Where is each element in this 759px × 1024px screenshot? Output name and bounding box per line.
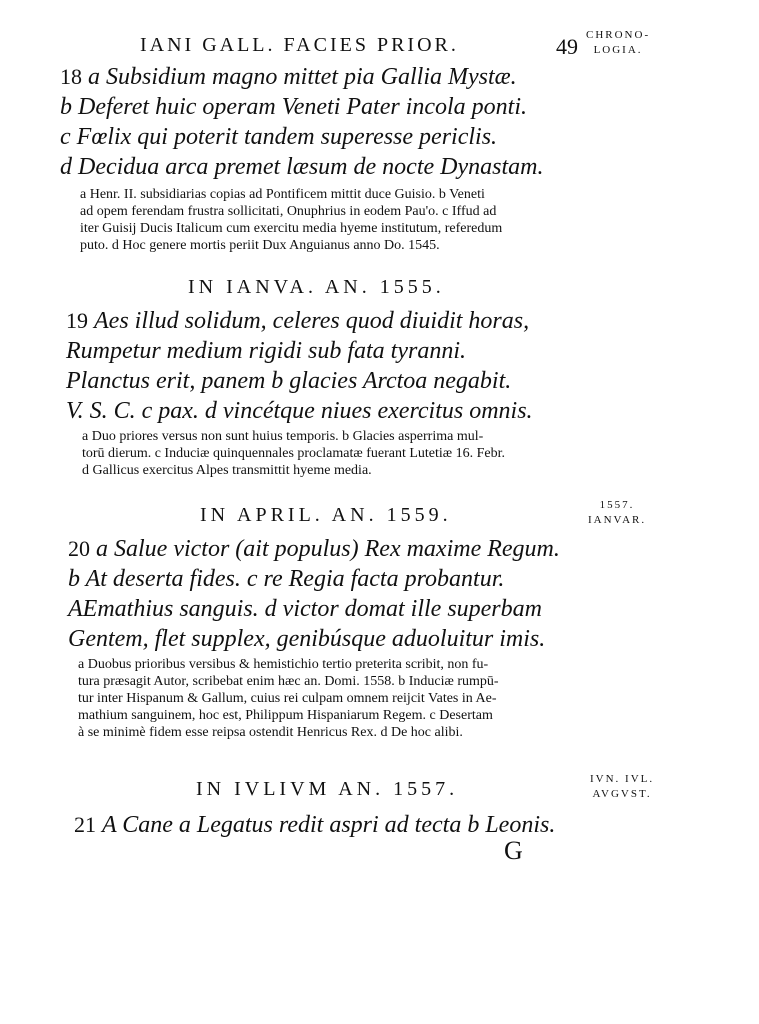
commentary-19 — [82, 428, 582, 479]
commentary-20 — [78, 656, 582, 741]
section-heading-ivlivm: IN IVLIVM AN. 1557. — [196, 778, 459, 800]
verse-line: Rumpetur medium rigidi sub fata tyranni. — [66, 338, 466, 364]
verse-line — [60, 62, 543, 92]
commentary-line: puto. d Hoc genere mortis periit Dux Anguianus anno Do. 1545. — [80, 238, 440, 253]
verse-line — [68, 534, 560, 564]
quatrain-20 — [68, 534, 560, 654]
margin-note-line: IVN. IVL. — [590, 773, 655, 785]
commentary-line: torū dierum. c Induciæ quinquennales proclamatæ fuerant Lutetiæ 16. Febr. — [82, 446, 506, 461]
verse-line: b Deferet huic operam Veneti Pater incola ponti. — [60, 94, 528, 120]
verse-number: 18 — [60, 64, 82, 89]
page-number: 49 — [556, 34, 578, 59]
verse-line — [66, 306, 533, 336]
commentary-line: ad opem ferendam frustra sollicitati, Onuphrius in eodem Pau'o. c Iffud ad — [80, 204, 497, 219]
margin-note-ivn-ivl — [590, 772, 654, 802]
margin-note-line: IANVAR. — [588, 514, 647, 526]
verse-line: Gentem, flet supplex, genibúsque aduoluitur imis. — [68, 626, 546, 652]
commentary-line: a Henr. II. subsidiarias copias ad Pontificem mittit duce Guisio. b Veneti — [80, 187, 485, 202]
commentary-line: mathium sanguinem, hoc est, Philippum Hispaniarum Regem. c Desertam — [78, 708, 493, 723]
verse-line: b At deserta fides. c re Regia facta probantur. — [68, 566, 505, 592]
section-heading-ianva: IN IANVA. AN. 1555. — [188, 276, 445, 298]
commentary-line: iter Guisij Ducis Italicum cum exercitu media hyeme institutum, referedum — [80, 221, 503, 236]
quatrain-21 — [74, 810, 555, 840]
section-heading-april: IN APRIL. AN. 1559. — [200, 504, 452, 526]
margin-note-chronologia — [586, 28, 650, 58]
commentary-line: tura præsagit Autor, scribebat enim hæc an. Domi. 1558. b Induciæ rumpū- — [78, 674, 499, 689]
commentary-line: à se minimè fidem esse reipsa ostendit Henricus Rex. d De hoc alibi. — [78, 725, 463, 740]
verse-text: a Salue victor (ait populus) Rex maxime Regum. — [96, 536, 560, 562]
verse-number: 19 — [66, 308, 88, 333]
margin-note-1557-ianvar — [588, 498, 646, 528]
verse-line: AEmathius sanguis. d victor domat ille superbam — [68, 596, 542, 622]
margin-note-line: CHRONO- — [586, 29, 651, 41]
commentary-line: d Gallicus exercitus Alpes transmittit hyeme media. — [82, 463, 372, 478]
verse-number: 21 — [74, 812, 96, 837]
verse-line: Planctus erit, panem b glacies Arctoa negabit. — [66, 368, 512, 394]
margin-note-line: AVGVST. — [592, 788, 652, 800]
quatrain-19 — [66, 306, 533, 426]
verse-line — [74, 810, 555, 840]
verse-text: A Cane a Legatus redit aspri ad tecta b Leonis. — [102, 812, 556, 838]
margin-note-line: LOGIA. — [593, 44, 643, 56]
verse-line: d Decidua arca premet læsum de nocte Dynastam. — [60, 154, 544, 180]
verse-number: 20 — [68, 536, 90, 561]
commentary-line: tur inter Hispanum & Gallum, cuius rei culpam omnem reijcit Vates in Ae- — [78, 691, 497, 706]
verse-line: V. S. C. c pax. d vincétque niues exercitus omnis. — [66, 398, 533, 424]
verse-text: a Subsidium magno mittet pia Gallia Mystæ. — [88, 64, 517, 90]
verse-text: Aes illud solidum, celeres quod diuidit horas, — [94, 308, 530, 334]
signature-mark: G — [504, 836, 523, 865]
margin-note-line: 1557. — [599, 499, 635, 511]
commentary-line: a Duo priores versus non sunt huius temporis. b Glacies asperrima mul- — [82, 429, 484, 444]
running-header: IANI GALL. FACIES PRIOR. — [140, 34, 459, 56]
quatrain-18 — [60, 62, 543, 182]
commentary-18 — [80, 186, 580, 254]
commentary-line: a Duobus prioribus versibus & hemistichio tertio preterita scribit, non fu- — [78, 657, 489, 672]
verse-line: c Fœlix qui poterit tandem superesse periclis. — [60, 124, 498, 150]
